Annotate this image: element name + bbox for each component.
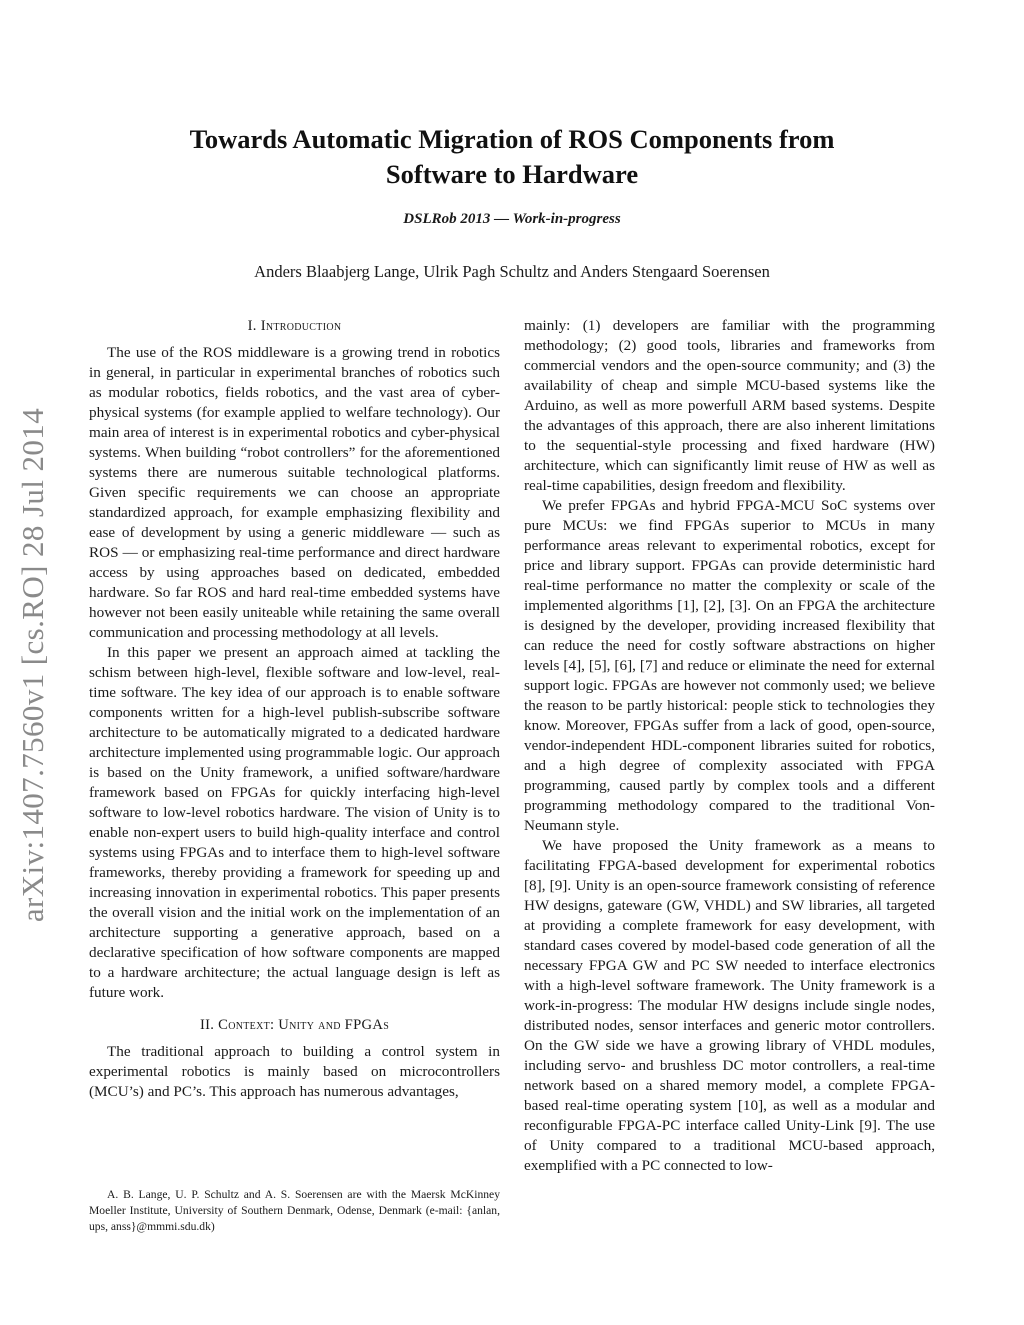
right-column	[524, 316, 935, 1176]
paragraph: The use of the ROS middleware is a growing trend in robotics in general, in particular in experimental branches of robotics such as modular robotics, fields robotics, and the vast area of cyber-physical systems (for example applied to welfare technology). Our main area of interest is in experimental robotics and cyber-physical systems. When building “robot controllers” for the aforementioned systems there are numerous suitable technological platforms. Given specific requirements we can choose an appropriate standardized approach, for example emphasizing flexibility and ease of development by using a generic middleware — such as ROS — or emphasizing real-time performance and direct hardware access by using approaches based on dedicated, embedded hardware. So far ROS and hard real-time embedded systems have however not been easily uniteable while retaining the same overall communication and processing methodology at all levels.	[89, 344, 500, 641]
author-footnote: A. B. Lange, U. P. Schultz and A. S. Soerensen are with the Maersk McKinney Moeller Institute, University of Southern Denmark, Odense, Denmark (e-mail: {anlan, ups, anss}@mmmi.sdu.dk)	[89, 1188, 500, 1233]
section-number: I.	[247, 318, 257, 334]
section-heading-context	[89, 1015, 500, 1035]
left-column	[89, 316, 500, 1102]
section-number: II.	[199, 1017, 215, 1033]
paragraph: We prefer FPGAs and hybrid FPGA-MCU SoC systems over pure MCUs: we find FPGAs superior to MCUs in many performance areas relevant to experimental robotics, except for price and library support. FPGAs can provide deterministic hard real-time performance no matter the complexity or scale of the implemented algorithms [1], [2], [3]. On an FPGA the architecture is designed by the developer, providing increased flexibility that can reduce the need for costly software abstractions on higher levels [4], [5], [6], [7] and reduce or eliminate the need for external support logic. FPGAs are however not commonly used; we believe the reason to be partly historical: people stick to technologies they know. Moreover, FPGAs suffer from a lack of good, open-source, vendor-independent HDL-component libraries suited for robotics, and a high degree of complexity associated with FPGA programming, caused partly by complex tools and a different programming methodology compared to the traditional Von-Neumann style.	[524, 497, 935, 834]
paragraph: The traditional approach to building a control system in experimental robotics is mainly based on microcontrollers (MCU’s) and PC’s. This approach has numerous advantages,	[89, 1043, 500, 1100]
paragraph: mainly: (1) developers are familiar with the programming methodology; (2) good tools, libraries and frameworks from commercial vendors and the open-source community; and (3) the availability of cheap and simple MCU-based systems like the Arduino, as well as more powerfull ARM based systems. Despite the advantages of this approach, there are also inherent limitations to the sequential-style processing and fixed hardware (HW) architecture, which can significantly limit reuse of HW as well as real-time capabilities, design freedom and flexibility.	[524, 317, 935, 494]
paper-title: Towards Automatic Migration of ROS Components from Software to Hardware	[189, 124, 835, 189]
arxiv-stamp-text: arXiv:1407.7560v1 [cs.RO] 28 Jul 2014	[15, 407, 50, 922]
section-heading-introduction	[89, 316, 500, 336]
section-title: Context: Unity and FPGAs	[218, 1017, 390, 1033]
arxiv-stamp	[10, 372, 56, 957]
paper-authors: Anders Blaabjerg Lange, Ulrik Pagh Schultz and Anders Stengaard Soerensen	[254, 262, 770, 281]
paragraph: We have proposed the Unity framework as a means to facilitating FPGA-based development for experimental robotics [8], [9]. Unity is an open-source framework consisting of reference HW designs, gateware (GW, VHDL) and SW libraries, all targeted at providing a complete framework for easy development, with standard cases covered by model-based code generation of all the necessary FPGA GW and PC SW needed to interface electronics with a high-level software framework. The Unity framework is a work-in-progress: The modular HW designs include single nodes, distributed nodes, sensor interfaces and generic motor controllers. On the GW side we have a growing library of VHDL modules, including servo- and brushless DC motor controllers, a real-time network based on a shared memory model, a complete FPGA-based real-time operating system [10], as well as a modular and reconfigurable FPGA-PC interface called Unity-Link [9]. The use of Unity compared to a traditional MCU-based approach, exemplified with a PC connected to low-	[524, 837, 935, 1174]
paper-subtitle: DSLRob 2013 — Work-in-progress	[403, 211, 621, 227]
paragraph: In this paper we present an approach aimed at tackling the schism between high-level, flexible software and low-level, real-time software. The key idea of our approach is to enable software components written for a high-level publish-subscribe software architecture to be automatically migrated to a dedicated hardware architecture implemented using programmable logic. Our approach is based on the Unity framework, a unified software/hardware framework based on FPGAs for quickly interfacing high-level software to low-level robotics hardware. The vision of Unity is to enable non-expert users to build high-quality interface and control systems using FPGAs and to interface them to high-level software frameworks, thereby providing a framework for speeding up and increasing innovation in experimental robotics. This paper presents the overall vision and the initial work on the implementation of an architecture supporting a generative approach, based on a declarative specification of how software components are mapped to a hardware architecture; the actual language design is left as future work.	[89, 644, 500, 1001]
section-title: Introduction	[260, 318, 342, 334]
